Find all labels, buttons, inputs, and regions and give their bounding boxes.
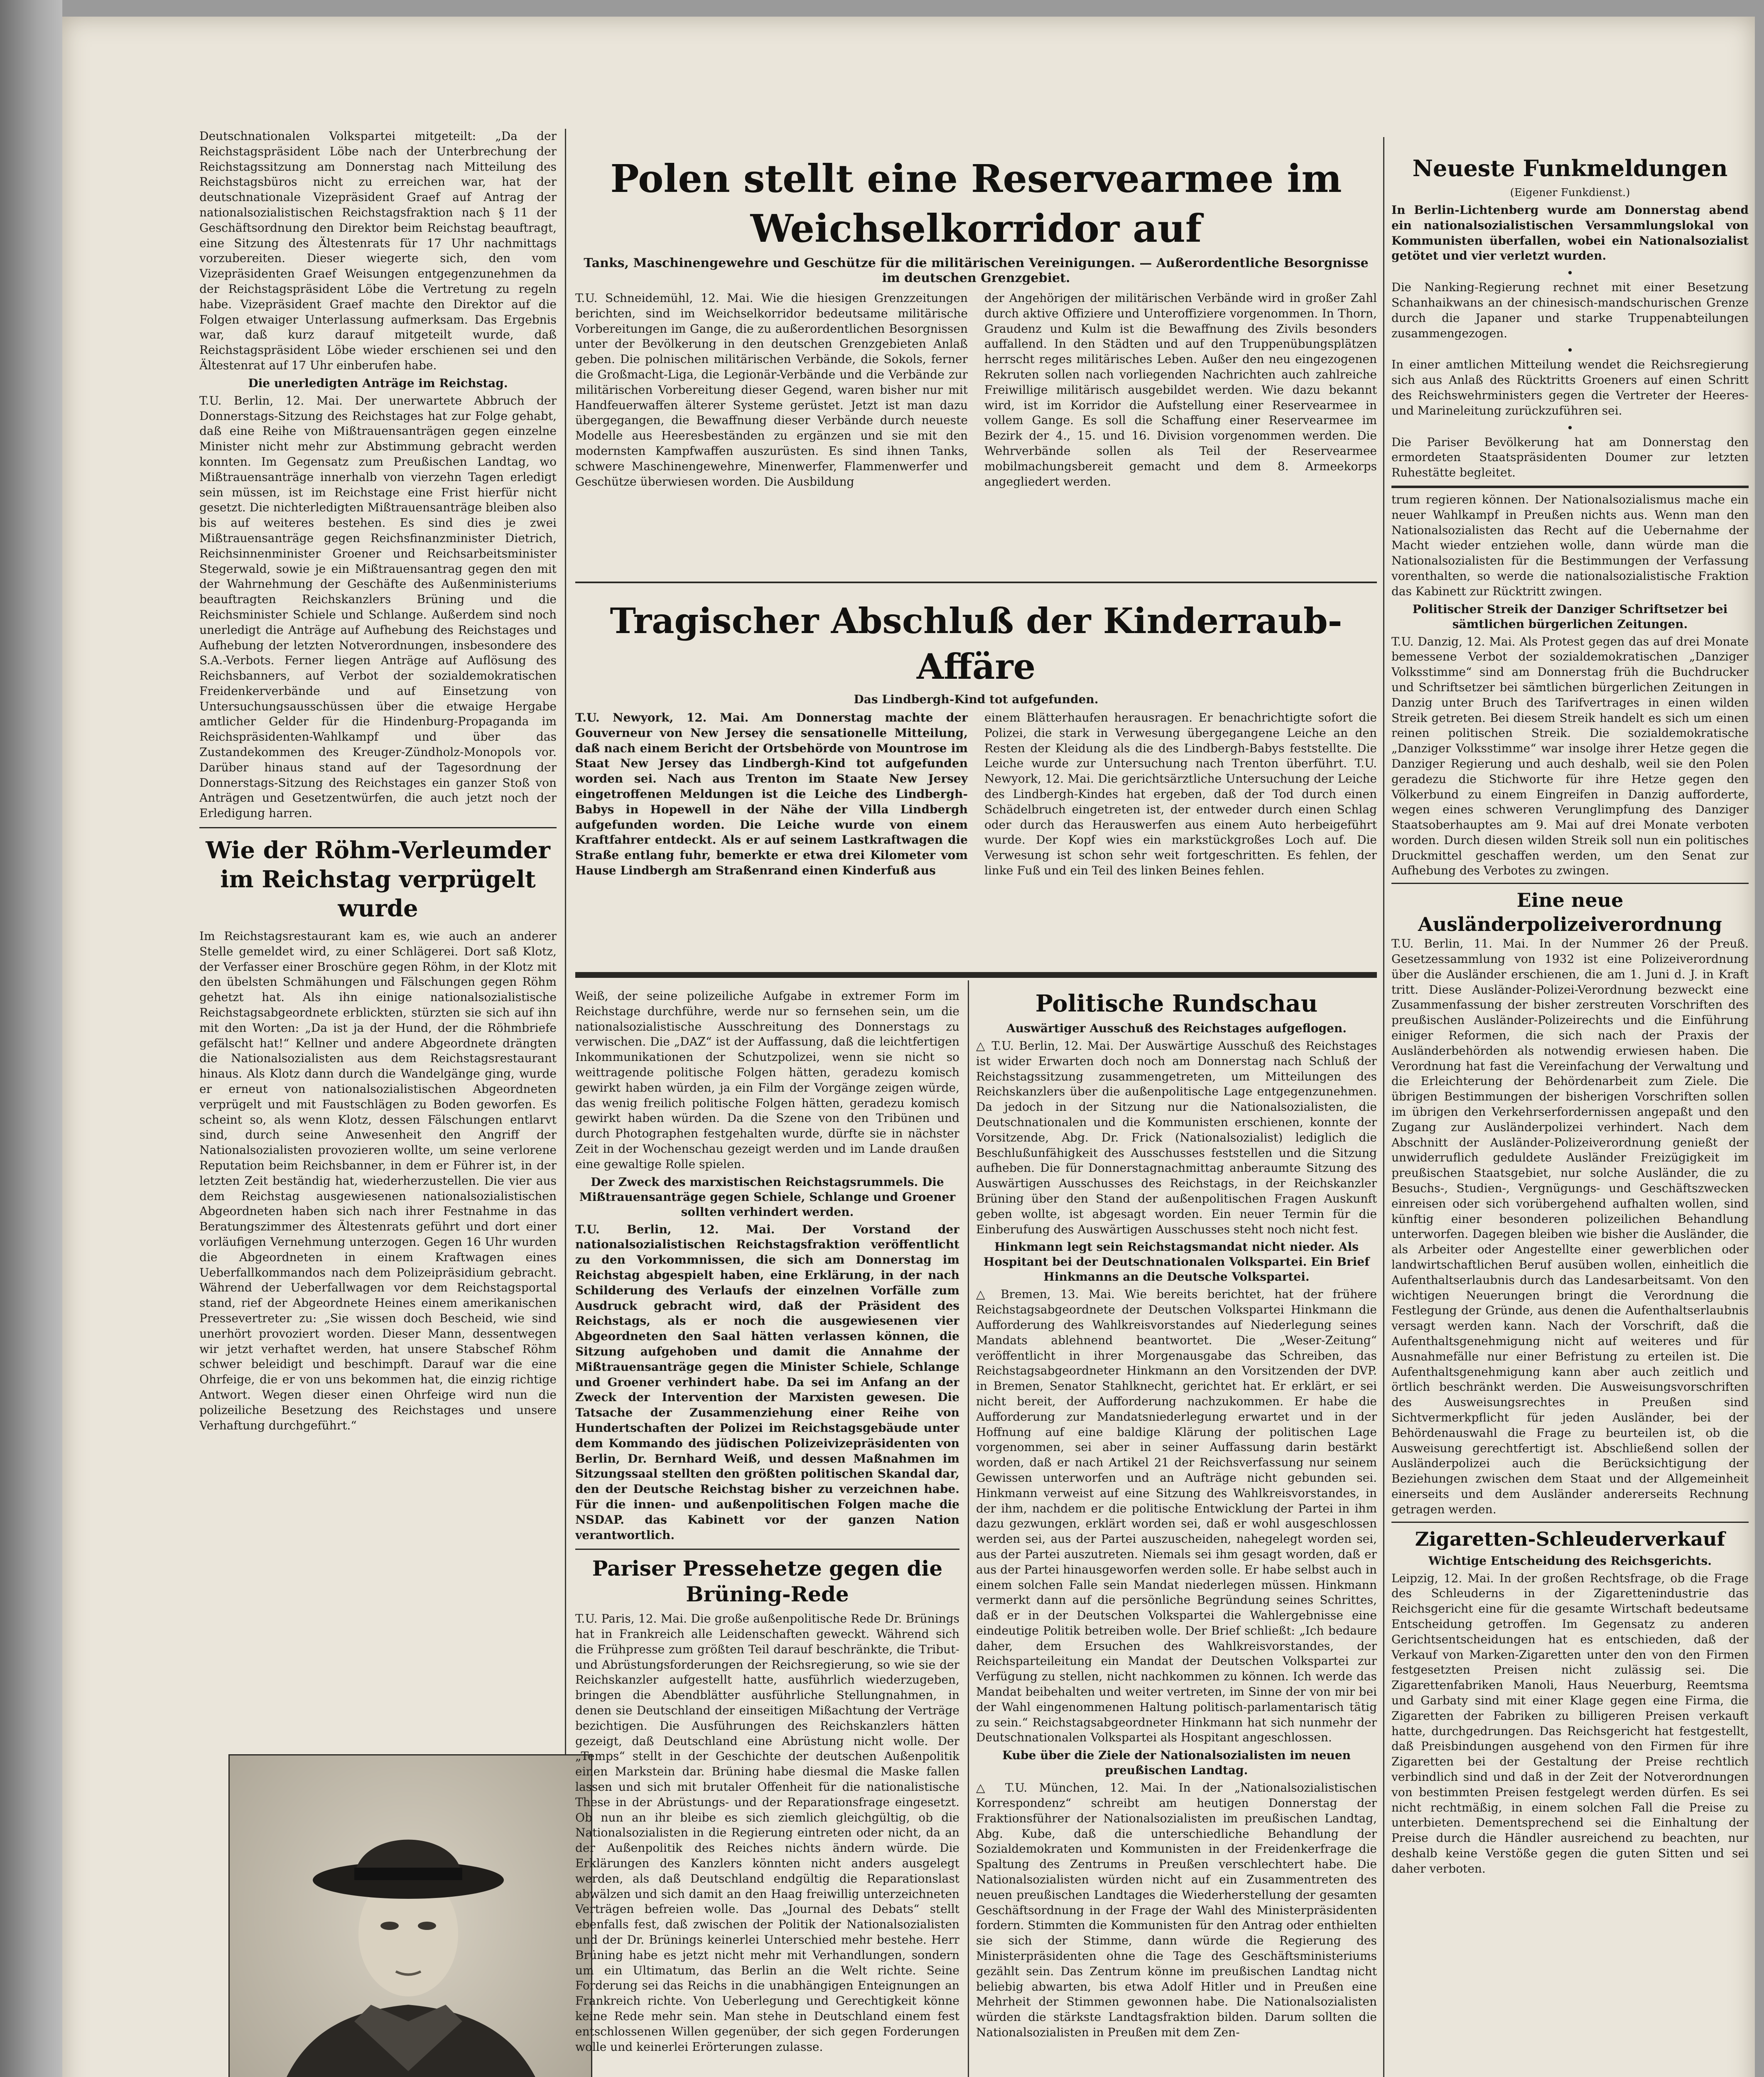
divider [1391, 883, 1749, 884]
column-rule [968, 980, 969, 2077]
heavy-divider [575, 972, 1377, 978]
divider [1391, 1522, 1749, 1523]
article-text: △ Bremen, 13. Mai. Wie bereits berichtet, hat der frühere Reichstagsabgeordnete der Deutschen Volkspartei Hinkmann die Aufforderung des Wahlkreisvorstandes auf Niederlegung seines Mandats ablehnend beantwortet. Die „Weser-Zeitung“ veröffentlicht in ihrer Morgenausgabe das Schreiben, das Reichstagsabgeordneter Hinkmann an den Vorsitzenden der DVP. in Bremen, Senator Stahlknecht, gerichtet hat. Er erklärt, er sei nicht bereit, der Aufforderung nachzukommen. Er habe die Aufforderung zur Mandatsniederlegung erwartet und in der Hoffnung auf eine baldige Klärung der politischen Lage vorgenommen, sei aber in seiner Auffassung darin bestärkt worden, daß er nach Artikel 21 der Reichsverfassung nur seinem Gewissen unterworfen und an Aufträge nicht gebunden sei. Hinkmann verweist auf eine Sitzung des Wahlkreisvorstandes, in der ihm, nachdem er die politische Entwicklung der Partei in ihm dazu gezwungen, erklärt worden sei, daß er wohl ausgeschlossen werden sei, aus der Partei auszuscheiden, nahegelegt worden sei, aus der Partei auszutreten. Niemals sei ihm gesagt worden, daß er aus der Partei hinausgeworfen werden solle. Er habe selbst auch in einem solchen Falle sein Mandat niederlegen müssen. Hinkmann vermerkt dann auf die persönliche Begründung seines Schrittes, daß er in der Deutschen Volkspartei die Wahlergebnisse eine eindeutige Politik betreiben wolle. Der Brief schließt: „Ich bedaure daher, dem Ersuchen des Wahlkreisvorstandes, der Reichsparteileitung ein Mandat der Deutschen Volkspartei zur Verfügung zu stellen, nicht nachkommen zu können. Ich werde das Mandat beibehalten und weiter vertreten, im Sinne der von mir bei der Wahl eingenommenen Haltung politisch-parlamentarisch tätig zu sein.“ Reichstagsabgeordneter Hinkmann hat sich nunmehr der Deutschnationalen Volkspartei als Hospitant angeschlossen. [976, 1287, 1377, 1745]
subheading: Der Zweck des marxistischen Reichstagsrummels. Die Mißtrauensanträge gegen Schiele, Schlange und Groener sollten verhindert werden. [579, 1175, 956, 1219]
column-5 [1391, 154, 1749, 2077]
news-item: Die Nanking-Regierung rechnet mit einer Besetzung Schanhaikwans an der chinesisch-mandschurischen Grenze durch die Japaner und starke Truppenabteilungen zusammengezogen. [1391, 280, 1749, 340]
portrait-figure [230, 1755, 591, 2077]
article-deck: Das Lindbergh-Kind tot aufgefunden. [854, 692, 1099, 706]
article-headline: Pariser Pressehetze gegen die Brüning-Rede [592, 1556, 943, 1607]
article-text: T.U. Paris, 12. Mai. Die große außenpolitische Rede Dr. Brünings hat in Frankreich alle Leidenschaften geweckt. Während sich die Frühpresse zum größten Teil darauf beschränkte, die Tribut- und Abrüstungsforderungen der Reichsregierung, so wie sie der Reichskanzler aufgestellt hatte, ausführlich wiederzugeben, bringen die Abendblätter ausführliche Stellungnahmen, in denen sie Deutschland der einseitigen Mißachtung der Verträge bezichtigen. Die Ausführungen des Reichskanzlers hätten gezeigt, daß Deutschland eine Abrüstung nicht wolle. Der „Temps“ stellt in der Geschichte der deutschen Außenpolitik einen Markstein dar. Brüning habe diesmal die Maske fallen lassen und sich mit brutaler Offenheit für die nationalistische These in der Abrüstungs- und der Reparationsfrage eingesetzt. Ob nun an ihr bleibe es sich ziemlich gleichgültig, ob die Nationalsozialisten in die Regierung eintreten oder nicht, da an der Außenpolitik des Reiches nichts ändern würde. Die Erklärungen des Kanzlers könnten nicht anders ausgelegt werden, als daß Deutschland endgültig die Reparationslast abwälzen und sich damit an den Haag freiwillig unterzeichneten Verträgen befreien wolle. Das „Journal des Debats“ stellt ebenfalls fest, daß zwischen der Politik der Nationalsozialisten und der Dr. Brünings keinerlei Unterschied mehr bestehe. Herr Brüning habe es jetzt nicht mehr mit Verhandlungen, sondern um ein Ultimatum, das Berlin an die Welt richte. Seine Forderung sei das Reichs in die unabhängigen Enteignungen an Frankreich richte. Von Ueberlegung und Gerechtigkeit könne keine Rede mehr sein. Man stehe in Deutschland einem fest entschlossenen Willen gegenüber, der sich gegen Forderungen wolle und keinerlei Erörterungen zulasse. [575, 1612, 959, 2054]
article-text: Weiß, der seine polizeiliche Aufgabe in extremer Form im Reichstage durchführe, werde nur so fernsehen sein, um die nationalsozialistische Ausschreitung des Donnerstags zu verwischen. Die „DAZ“ ist der Auffassung, daß die leichtfertigen Inkommunikationen der Schutzpolizei, wenn sie nicht so weittragende politische Folgen hätten, geradezu komisch gewirkt haben würden, ja ein Film der Vorgänge zeigen würde, das wenig freilich politische Folgen hätten, geradezu komisch gewirkt haben würden. Da die Szene von den Tribünen und durch Photographen festgehalten wurde, dürfte sie in nächster Zeit in der Wochenschau gezeigt werden und im Lande draußen eine gewaltige Rolle spielen. [575, 989, 959, 1171]
article-text: Deutschnationalen Volkspartei mitgeteilt: „Da der Reichstagspräsident Löbe nach der Unterbrechung der Reichstagssitzung am Donnerstag nach Mitteilung des Reichstagsbüros nicht zu erreichen war, hat der deutschnationale Vizepräsident Graef auf Antrag der nationalsozialistischen Reichstagsfraktion nach § 11 der Geschäftsordnung den Direktor beim Reichstag beauftragt, eine Sitzung des Ältestenrats für 17 Uhr nachmittags vorzubereiten. Dieser wiegerte sich, den vom Vizepräsidenten Graef Weisungen entgegenzunehmen da der Reichstagspräsident Löbe die Vertretung zu regeln habe. Vizepräsident Graef machte den Direktor auf die Folgen etwaiger Unterlassung aufmerksam. Das Ergebnis war, daß kurz darauf mitgeteilt wurde, daß Reichstagspräsident Löbe wieder erschienen sei und den Ältestenrat auf 17 Uhr einberufen habe. [199, 129, 557, 372]
subheading: Politischer Streik der Danziger Schriftsetzer bei sämtlichen bürgerlichen Zeitungen. [1412, 602, 1728, 631]
subheading: Wichtige Entscheidung des Reichsgerichts. [1428, 1554, 1712, 1568]
article-text: der Angehörigen der militärischen Verbände wird in großer Zahl durch aktive Offiziere und Unteroffiziere vorgenommen. In Thorn, Graudenz und Kulm ist die Bewaffnung des Zivils besonders auffallend. In den Städten und auf den Truppenübungsplätzen herrscht reges militärisches Leben. Außer den neu eingezogenen Rekruten sollen nach vorliegenden Nachrichten auch zahlreiche Freiwillige militärisch ausgebildet werden. Wie dazu bekannt wird, ist im Korridor die Aufstellung einer Reservearmee in vollem Gange. Es soll die Schaffung einer Reservearmee im Bezirk der 4., 15. und 16. Division vorgenommen werden. Die Wehrverbände sollen als Teil der Reservearmee mobilmachungsbereit gemacht und dem 8. Armeekorps angegliedert werden. [984, 291, 1377, 489]
bullet-separator: • [1566, 421, 1574, 435]
lindbergh-article [575, 598, 1377, 972]
subheading: Hinkmann legt sein Reichstagsmandat nicht nieder. Als Hospitant bei der Deutschnationalen Volkspartei. Ein Brief Hinkmanns an die Deutsche Volkspartei. [983, 1240, 1370, 1284]
article-text: T.U. Newyork, 12. Mai. Am Donnerstag machte der Gouverneur von New Jersey die sensationelle Mitteilung, daß nach einem Bericht der Ortsbehörde von Mountrose im Staat New Jersey das Lindbergh-Kind tot aufgefunden worden sei. Nach aus Trenton im Staate New Jersey eingetroffenen Meldungen ist die Leiche des Lindbergh-Babys in Hopewell in der Nähe der Villa Lindbergh aufgefunden worden. Die Leiche wurde von einem Kraftfahrer entdeckt. Als er auf seinem Lastkraftwagen die Straße entlang fuhr, bemerkte er etwa drei Kilometer vom Hause Lindbergh am Straßenrand einen Kinderfuß aus [575, 711, 968, 877]
article-text: Leipzig, 12. Mai. In der großen Rechtsfrage, ob die Frage des Schleuderns in der Zigarettenindustrie das Reichsgericht eine für die gesamte Wirtschaft bedeutsame Entscheidung getroffen. Im Gegensatz zu anderen Gerichtsentscheidungen hat es entschieden, daß der Verkauf von Marken-Zigaretten unter den von den Firmen festgesetzten Preisen nicht zulässig sei. Die Zigarettenfabriken Manoli, Haus Neuerburg, Reemtsma und Garbaty sind mit einer Klage gegen eine Firma, die Zigaretten der Fabriken zu billigeren Preisen verkauft hatte, durchgedrungen. Das Reichsgericht hat festgestellt, daß Preisbindungen ausgehend von den Firmen für ihre Zigaretten bei der Gestaltung der Preise rechtlich verbindlich sind und daß in der Zeit der Notverordnungen von bestimmten Preisen festgelegt werden dürfen. Es sei nicht rechtmäßig, in einem solchen Fall die Preise zu unterbieten. Dementsprechend sei die Einhaltung der Preise durch die Händler ausreichend zu beachten, nur deshalb keine Verstöße gegen die guten Sitten und sei daher verboten. [1391, 1571, 1749, 1876]
newspaper-page [62, 17, 1755, 2077]
lead-headline: Polen stellt eine Reservearmee im Weichselkorridor auf [610, 156, 1342, 251]
column-3 [575, 989, 959, 2077]
article-headline: Wie der Röhm-Verleumder im Reichstag verprügelt wurde [206, 837, 550, 923]
news-item: In einer amtlichen Mitteilung wendet die Reichsregierung sich aus Anlaß des Rücktritts Groeners auf einen Schritt des Reichswehrministers gegen die Vertreter der Heeres- und Marineleitung zurückzuführen sei. [1391, 358, 1749, 417]
bullet-separator: • [1566, 344, 1574, 358]
binding-gutter [0, 0, 62, 2077]
section-subtitle: (Eigener Funkdienst.) [1510, 187, 1630, 199]
article-text: Im Reichstagsrestaurant kam es, wie auch an anderer Stelle gemeldet wird, zu einer Schlägerei. Dort saß Klotz, der Verfasser einer Broschüre gegen Röhm, in der Klotz mit den übelsten Schmähungen und Fälschungen gegen Röhm gehetzt hat. Als ihn einige nationalsozialistische Reichstagsabgeordnete erblickten, stürzten sie sich auf ihn mit den Worten: „Da ist ja der Hund, der die Röhmbriefe gefälscht hat!“ Kellner und andere Abgeordnete drängten die Nationalsozialisten aus dem Reichstagsrestaurant hinaus. Als Klotz dann durch die Wandelgänge ging, wurde er erneut von nationalsozialistischen Abgeordneten verprügelt und mit Faustschlägen zu Boden geworfen. Es scheint so, als wenn Klotz, dessen Fälschungen entlarvt sind, durch seine Anwesenheit den Angriff der Nationalsozialisten provozieren wollte, um seine verlorene Reputation beim Reichsbanner, in dem er Führer ist, in der letzten Zeit beständig hat, wiederherzustellen. Die vier aus dem Reichstag ausgewiesenen nationalsozialistischen Abgeordneten haben sich nach ihrer Festnahme in das Beratungszimmer des Ältestenrats geführt und dort einer vorläufigen Vernehmung unterzogen. Gegen 16 Uhr wurden die Abgeordneten in einem Kraftwagen eines Ueberfallkommandos nach dem Polizeipräsidium gebracht. Während der Ueberfallwagen vor dem Reichstagsportal stand, rief der Abgeordnete Heines einem amerikanischen Pressevertreter zu: „Sie wissen doch Bescheid, wie sind unerhört provoziert worden. Dieser Mann, dessentwegen wir jetzt verhaftet werden, hat unsere Stabschef Röhm schwer beleidigt und beschimpft. Darauf war die eine Ohrfeige, die er von uns bekommen hat, die einzig richtige Antwort. Wegen dieser einen Ohrfeige wird nun die polizeiliche Besetzung des Reichstages und unsere Verhaftung durchgeführt.“ [199, 929, 557, 1432]
news-item: In Berlin-Lichtenberg wurde am Donnerstag abend ein nationalsozialistischen Versammlungslokal von Kommunisten überfallen, wobei ein Nationalsozialist getötet und vier verletzt wurden. [1391, 203, 1749, 263]
column-rule [1383, 137, 1384, 2077]
bullet-separator: • [1566, 266, 1574, 280]
divider [575, 582, 1377, 583]
divider [199, 827, 557, 828]
section-headline: Politische Rundschau [1035, 990, 1318, 1017]
article-headline: Tragischer Abschluß der Kinderraub-Affäre [610, 600, 1342, 687]
article-text: T.U. Danzig, 12. Mai. Als Protest gegen das auf drei Monate bemessene Verbot der sozialdemokratischen „Danziger Volksstimme“ sind am Donnerstag früh die Buchdrucker und Schriftsetzer bei sämtlichen bürgerlichen Zeitungen in Danzig unter Bruch des Tarifvertrages in einen wilden Streik getreten. Bei diesem Streik handelt es sich um einen reinen politischen Streik. Die sozialdemokratische „Danziger Volksstimme“ war insolge ihrer Hetze gegen die Danziger Regierung und auch deshalb, weil sie den Polen geradezu die Stichworte für ihre Hetze gegen den Völkerbund zu einem Eingreifen in Danzig aufforderte, wegen eines schweren Verunglimpfung des Danziger Staatsoberhauptes am 9. Mai auf drei Monate verboten worden. Durch diesen wilden Streik soll nun ein politisches Druckmittel geschaffen werden, um den Senat zur Aufhebung des Verbotes zu zwingen. [1391, 634, 1749, 878]
column-4 [976, 989, 1377, 2077]
subheading: Kube über die Ziele der Nationalsozialisten im neuen preußischen Landtag. [1002, 1748, 1351, 1777]
article-text: △ T.U. München, 12. Mai. In der „Nationalsozialistischen Korrespondenz“ schreibt am heutigen Donnerstag der Fraktionsführer der Nationalsozialisten im preußischen Landtag, Abg. Kube, daß die unterschiedliche Behandlung der Sozialdemokraten und Kommunisten in der Freidenkerfrage die Spaltung des Zentrums in Preußen verschlechtert habe. Die Nationalsozialisten würden nicht auf ein Zusammentreten des neuen preußischen Landtages die Wiederherstellung der gesamten Geschäftsordnung in der Frage der Wahl des Ministerpräsidenten fordern. Stimmten die Kommunisten für den Antrag oder enthielten sie sich der Stimme, dann würde die Regierung des Ministerpräsidenten ohne die Tage des Geschäftsministeriums gezählt sein. Das Zentrum könne im preußischen Landtag nicht beliebig abwarten, bis etwa Adolf Hitler und in Preußen eine Mehrheit der Stimmen gewonnen habe. Die Nationalsozialisten würden die stärkste Landtagsfraktion bilden. Darum sollten die Nationalsozialisten in Preußen mit dem Zen- [976, 1781, 1377, 2040]
portrait-photo [228, 1754, 592, 2077]
article-text: △ T.U. Berlin, 12. Mai. Der Auswärtige Ausschuß des Reichstages ist wider Erwarten doch noch am Donnerstag nach Schluß der Reichstagssitzung zusammengetreten, um Mitteilungen des Reichskanzlers über die außenpolitische Lage entgegenzunehmen. Da jedoch in der Sitzung nur die Nationalsozialisten, die Deutschnationalen und die Kommunisten erschienen, konnte der Vorsitzende, Abg. Dr. Frick (Nationalsozialist) lediglich die Beschlußunfähigkeit des Ausschusses feststellen und die Sitzung aufheben. Die für Donnerstagnachmittag anberaumte Sitzung des Auswärtigen Ausschusses des Reichstags, in der Reichskanzler Brüning über den Stand der außenpolitischen Fragen Auskunft geben wollte, ist abgesagt worden. Ein neuer Termin für die Einberufung des Auswärtigen Ausschusses steht noch nicht fest. [976, 1039, 1377, 1236]
subheading: Die unerledigten Anträge im Reichstag. [248, 376, 508, 390]
news-item: Die Pariser Bevölkerung hat am Donnerstag den ermordeten Staatspräsidenten Doumer zur letzten Ruhestätte begleitet. [1391, 435, 1749, 480]
divider [575, 1549, 959, 1550]
section-headline: Neueste Funkmeldungen [1412, 155, 1728, 182]
article-headline: Zigaretten-Schleuderverkauf [1415, 1527, 1725, 1550]
lead-article [575, 154, 1377, 577]
article-text: T.U. Berlin, 12. Mai. Der unerwartete Abbruch der Donnerstags-Sitzung des Reichstages hat zur Folge gehabt, daß eine Reihe von Mißtrauensanträgen gegen einzelne Minister nicht mehr zur Abstimmung gebracht werden konnten. Im Gegensatz zum Preußischen Landtag, wo Mißtrauensanträge innerhalb von vierzehn Tagen erledigt sein müssen, ist im Reichstage eine Frist hierfür nicht gesetzt. Die nichterledigten Mißtrauensanträge bleiben also bis auf weiteres bestehen. Es sind dies je zwei Mißtrauensanträge gegen Reichsfinanzminister Dietrich, Reichsinnenminister Groener und Reichsarbeitsminister Stegerwald, sowie je ein Mißtrauensantrag gegen den mit der Wahrnehmung der Geschäfte des Außenministeriums beauftragten Reichskanzlers Brüning und die Reichsminister Schiele und Schlange. Außerdem sind noch unerledigt die Anträge auf Aufhebung des Reichstages und Aufhebung der letzten Notverordnungen, insbesondere des S.A.-Verbots. Ferner liegen Anträge auf Auflösung des Reichsbanners, auf Verbot der sozialdemokratischen Freidenkerverbände und auf Einsetzung von Untersuchungsausschüssen über die etwaige Hergabe amtlicher Gelder für die Hindenburg-Propaganda im Reichspräsidenten-Wahlkampf und über das Zustandekommen des Kreuger-Zündholz-Monopols vor. Darüber hinaus stand auf der Tagesordnung der Donnerstags-Sitzung des Reichstages ein ganzer Stoß von Anträgen und Gesetzentwürfen, die auch jetzt noch der Erledigung harren. [199, 393, 557, 820]
heavy-divider [1391, 486, 1749, 488]
article-text: T.U. Berlin, 11. Mai. In der Nummer 26 der Preuß. Gesetzessammlung von 1932 ist eine Polizeiverordnung über die Ausländer erschienen, die am 1. Juni d. J. in Kraft tritt. Diese Ausländer-Polizei-Verordnung bezweckt eine Zusammenfassung der bisher zerstreuten Vorschriften des preußischen Ausländer-Polizeirechts und die Einführung einiger Reformen, die sich nach der Praxis der Ausländerbehörden als notwendig erwiesen haben. Die Verordnung hat fast die Vereinfachung der Verwaltung und die Erleichterung der Behördenarbeit zum Ziele. Die übrigen Bestimmungen der bisherigen Vorschriften sollen im übrigen den Verkehrserfordernissen angepaßt und den Zugang zur Ausländerpolizei verhindert. Nach dem Abschnitt der Ausländer-Polizeiverordnung genießt der unwiderruflich geduldete Ausländer Freizügigkeit im preußischen Staatsgebiet, nur solche Ausländer, die zu Besuchs-, Studien-, Vergnügungs- und Geschäftszwecken einreisen oder sich vorübergehend aufhalten wollen, sind künftig einer besonderen polizeilichen Behandlung unterworfen. Dagegen bleiben wie bisher die Ausländer, die als Arbeiter oder Angestellte einer gewerblichen oder landwirtschaftlichen Beruf ausüben wollen, einheitlich die Aufenthaltserlaubnis durch das Landesarbeitsamt. Von den wichtigen Neuerungen bringt die Verordnung die Festlegung der Gründe, aus denen die Aufenthaltserlaubnis versagt werden kann. Nach der Vorschrift, daß die Aufenthaltsgenehmigung nicht auf weiteres und für Ausnahmefälle nur einer Befristung zu erteilen ist. Die Aufenthaltsgenehmigung kann aber auch zeitlich und örtlich beschränkt werden. Die Ausweisungsvorschriften des Ausweisungsrechtes in Preußen sind Sichtvermerkpflicht für jeden Ausländer, bei der Behördenauswahl die Frage zu beurteilen ist, ob die Ausweisung gerechtfertigt ist. Abschließend sollen der Ausländerpolizei auch die Berücksichtigung der Beziehungen zwischen dem Staat und der Allgemeinheit einerseits und dem Ausländer andererseits Rechnung getragen werden. [1391, 937, 1749, 1516]
lead-deck: Tanks, Maschinengewehre und Geschütze für die militärischen Vereinigungen. — Außerordentliche Besorgnisse im deutschen Grenzgebiet. [584, 256, 1369, 285]
article-text: T.U. Berlin, 12. Mai. Der Vorstand der nationalsozialistischen Reichstagsfraktion veröffentlicht zu den Vorkommnissen, die sich am Donnerstag im Reichstag abgespielt haben, eine Erklärung, in der nach Schilderung des Verlaufs der einzelnen Vorfälle zum Ausdruck gebracht wird, daß der Präsident des Reichstags, als er noch die ausgewiesenen vier Abgeordneten den Saal hätten verlassen können, die Sitzung aufgehoben und damit die Annahme der Mißtrauensanträge gegen die Minister Schiele, Schlange und Groener verhindert habe. Da sei im Anfang an der Zweck der Intervention der Marxisten gewesen. Die Tatsache der Zusammenziehung einer Reihe von Hundertschaften der Polizei im Reichstagsgebäude unter dem Kommando des jüdischen Polizeivizepräsidenten von Berlin, Dr. Bernhard Weiß, und dessen Maßnahmen im Sitzungssaal stellten den größten politischen Skandal dar, den der Deutsche Reichstag bisher zu verzeichnen habe. Für die innen- und außenpolitischen Folgen mache die NSDAP. das Kabinett vor der ganzen Nation verantwortlich. [575, 1222, 959, 1542]
article-text: einem Blätterhaufen herausragen. Er benachrichtigte sofort die Polizei, die stark in Verwesung übergegangene Leiche an den Resten der Kleidung als die des Lindbergh-Babys feststellte. Die Leiche wurde zur Untersuchung nach Trenton überführt. T.U. Newyork, 12. Mai. Die gerichtsärztliche Untersuchung der Leiche des Lindbergh-Kindes hat ergeben, daß der Tod durch einen Schädelbruch eingetreten ist, der entweder durch einen Schlag oder durch das Herauswerfen aus einem Auto herbeigeführt wurde. Der Kopf wies ein markstückgroßes Loch auf. Die Verwesung ist schon sehr weit fortgeschritten. Es fehlen, der linke Fuß und ein Teil des linken Beines fehlen. [984, 711, 1377, 877]
subheading: Auswärtiger Ausschuß des Reichstages aufgeflogen. [1006, 1021, 1347, 1035]
article-text: T.U. Schneidemühl, 12. Mai. Wie die hiesigen Grenzzeitungen berichten, sind im Weichselkorridor bedeutsame militärische Vorbereitungen im Gange, die zu außerordentlichen Besorgnissen unter der Bevölkerung in den deutschen Grenzgebieten Anlaß geben. Die polnischen militärischen Verbände, die Sokols, ferner die Großmacht-Liga, die Legionär-Verbände und die Verbände zur militärischen Vorbereitung dieser Gegend, waren bisher nur mit Handfeuerwaffen älterer Systeme gerüstet. Jetzt ist man dazu übergegangen, die Bewaffnung dieser Verbände durch neueste Modelle aus Heeresbeständen zu ergänzen und sie mit den modernsten Kampfwaffen auszurüsten. Es sind ihnen Tanks, schwere Maschinengewehre, Minenwerfer, Flammenwerfer und Geschütze überwiesen worden. Die Ausbildung [575, 291, 968, 489]
article-headline: Eine neue Ausländerpolizeiverordnung [1418, 889, 1722, 936]
article-text: trum regieren können. Der Nationalsozialismus mache ein neuer Wahlkampf in Preußen nichts aus. Wenn man den Nationalsozialisten das Recht auf die Uebernahme der Macht wieder entziehen wolle, dann würde man die Nationalsozialisten für die Bestimmungen der Verfassung vorenthalten, so werde die nationalsozialistische Fraktion das Kabinett zur Rücktritt zwingen. [1391, 492, 1749, 598]
